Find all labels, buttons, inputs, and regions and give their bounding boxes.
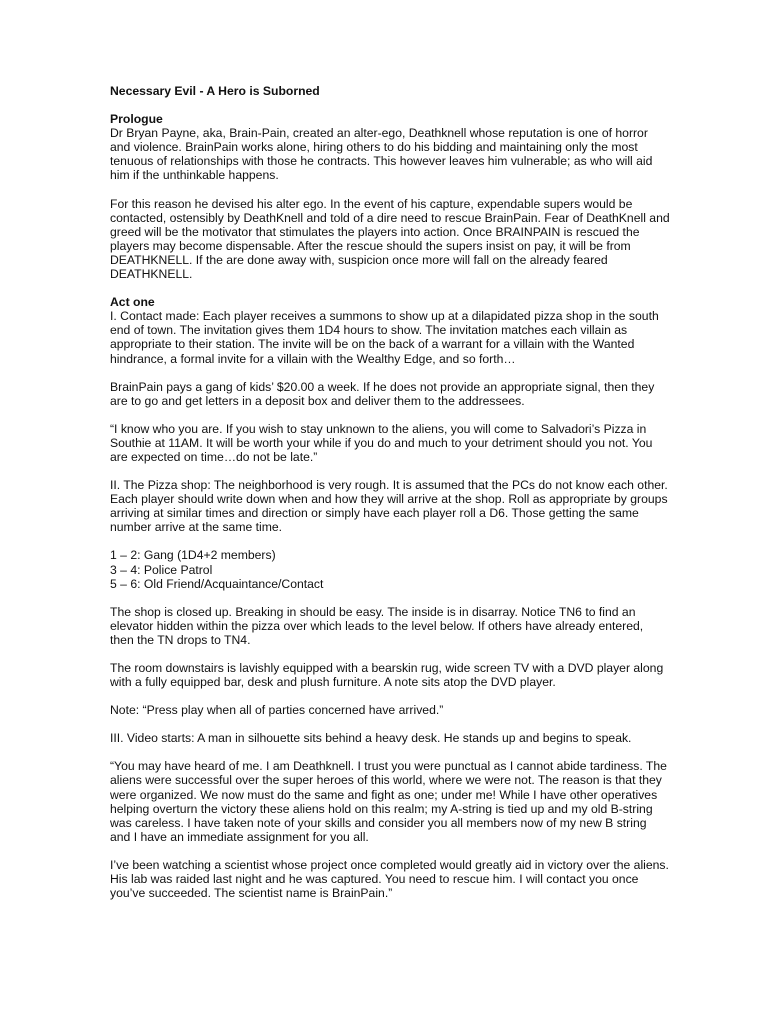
document-page [110, 84, 670, 900]
arrival-roll-list [110, 548, 670, 590]
act-one-paragraph-3: “I know who you are. If you wish to stay unknown to the aliens, you will come to Salvadori’s Pizza in Southie at 11AM. It will be worth your while if you do and much to your detriment should you not. You are expected on time…do not be late.” [110, 421, 653, 464]
list-item: 5 – 6: Old Friend/Acquaintance/Contact [110, 576, 324, 591]
act-one-paragraph-4: II. The Pizza shop: The neighborhood is very rough. It is assumed that the PCs do not know each other. Each player should write down when and how they will arrive at the shop. Roll as appropriate by groups arriving at similar times and direction or simply have each player roll a D6. Those getting the same number arrive at the same time. [110, 478, 668, 535]
act-one-paragraph-1: I. Contact made: Each player receives a summons to show up at a dilapidated pizza shop in the south end of town. The invitation gives them 1D4 hours to show. The invitation matches each villain as appropriate to their station. The invite will be on the back of a warrant for a villain with the Wanted hindrance, a formal invite for a villain with the Wealthy Edge, and so forth… [110, 309, 659, 366]
act-one-paragraph-5: The shop is closed up. Breaking in should be easy. The inside is in disarray. Notice TN6 to find an elevator hidden within the pizza over which leads to the level below. If others have already entered, then the TN drops to TN4. [110, 604, 644, 647]
act-one-heading: Act one [110, 295, 155, 310]
act-one-paragraph-8: III. Video starts: A man in silhouette sits behind a heavy desk. He stands up and begins to speak. [110, 731, 632, 746]
list-item: 3 – 4: Police Patrol [110, 562, 213, 577]
prologue-heading: Prologue [110, 112, 163, 127]
document-title: Necessary Evil - A Hero is Suborned [110, 84, 320, 98]
act-one-paragraph-7: Note: “Press play when all of parties concerned have arrived.” [110, 703, 444, 718]
act-one-paragraph-2: BrainPain pays a gang of kids’ $20.00 a week. If he does not provide an appropriate signal, then they are to go and get letters in a deposit box and deliver them to the addressees. [110, 379, 655, 408]
act-one-paragraph-9: “You may have heard of me. I am Deathknell. I trust you were punctual as I cannot abide tardiness. The aliens were successful over the super heroes of this world, where we were not. The reason is that they were organized. We now must do the same and fight as one; under me! While I have other operatives helping overturn the victory these aliens hold on this realm; my A-string is tied up and my old B-string was careless. I have taken note of your skills and consider you all members now of my new B string and I have an immediate assignment for you all. [110, 759, 667, 844]
act-one-paragraph-6: The room downstairs is lavishly equipped with a bearskin rug, wide screen TV with a DVD player along with a fully equipped bar, desk and plush furniture. A note sits atop the DVD player. [110, 661, 664, 690]
act-one-paragraph-10: I’ve been watching a scientist whose project once completed would greatly aid in victory over the aliens. His lab was raided last night and he was captured. You need to rescue him. I will contact you once you’ve succeeded. The scientist name is BrainPain.” [110, 857, 669, 901]
list-item: 1 – 2: Gang (1D4+2 members) [110, 548, 276, 563]
prologue-paragraph-1: Dr Bryan Payne, aka, Brain-Pain, created an alter-ego, Deathknell whose reputation is one of horror and violence. BrainPain works alone, hiring others to do his bidding and maintaining only the most tenuous of relationships with those he contracts. This however leaves him vulnerable; as who will aid him if the unthinkable happens. [110, 126, 653, 183]
prologue-paragraph-2: For this reason he devised his alter ego. In the event of his capture, expendable supers would be contacted, ostensibly by DeathKnell and told of a dire need to rescue BrainPain. Fear of DeathKnell and greed will be the motivator that stimulates the players into action. Once BRAINPAIN is rescued the players may become dispensable. After the rescue should the supers insist on pay, it will be from DEATHKNELL. If the are done away with, suspicion once more will fall on the already feared DEATHKNELL. [110, 196, 670, 282]
